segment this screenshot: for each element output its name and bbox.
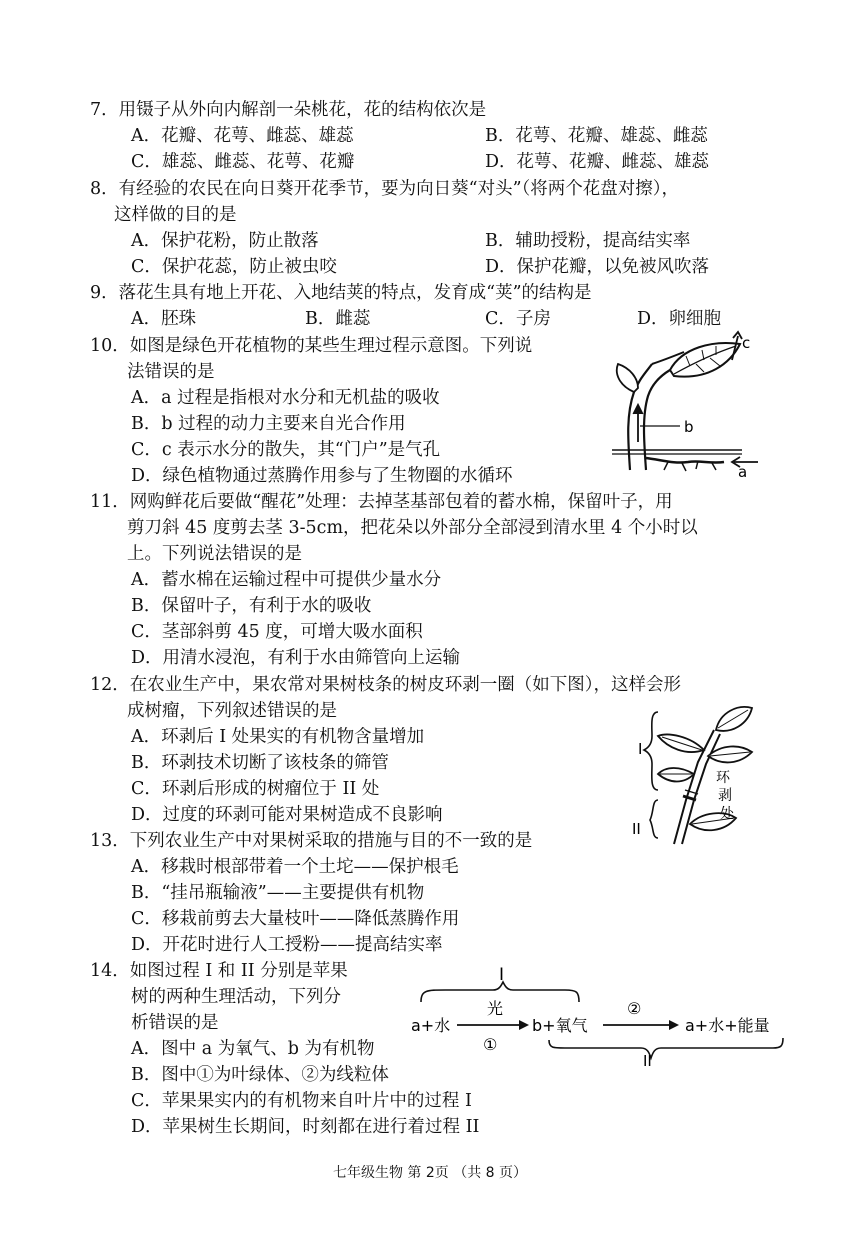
q7-option-a: A．花瓣、花萼、雌蕊、雄蕊 <box>131 126 354 146</box>
q10-option-c: C．c 表示水分的散失，其“门户”是气孔 <box>131 440 441 460</box>
q9-option-b: B．雌蕊 <box>305 309 371 329</box>
q7-option-b: B．花萼、花瓣、雄蕊、雌蕊 <box>485 126 708 146</box>
fig14-light: 光 <box>487 999 504 1018</box>
fig14-right: a+水+能量 <box>685 1016 770 1035</box>
q14-option-c: C．苹果果实内的有机物来自叶片中的过程 I <box>131 1091 472 1111</box>
q13-option-b: B．“挂吊瓶输液”——主要提供有机物 <box>131 883 425 903</box>
q12-option-d: D．过度的环剥可能对果树造成不良影响 <box>131 805 443 825</box>
q9-option-d: D．卵细胞 <box>637 309 722 329</box>
q9-option-a: A．胚珠 <box>131 309 197 329</box>
q12-option-a: A．环剥后 I 处果实的有机物含量增加 <box>131 727 425 747</box>
q11-option-d: D．用清水浸泡，有利于水由筛管向上运输 <box>131 648 461 668</box>
fig14-middle: b+氧气 <box>532 1016 588 1035</box>
q10-option-d: D．绿色植物通过蒸腾作用参与了生物圈的水循环 <box>131 466 513 486</box>
q11-stem-line2: 剪刀斜 45 度剪去茎 3-5cm，把花朵以外部分全部浸到清水里 4 个小时以 <box>127 518 698 538</box>
photosynthesis-respiration-figure <box>405 960 790 1066</box>
q8-option-d: D．保护花瓣，以免被风吹落 <box>485 257 710 277</box>
q8-stem-line2: 这样做的目的是 <box>114 205 237 225</box>
fig12-ring-label-3: 处 <box>720 806 734 822</box>
q10-option-b: B．b 过程的动力主要来自光合作用 <box>131 414 406 434</box>
girdling-branch-figure <box>628 704 760 846</box>
q14-stem-line3: 析错误的是 <box>131 1013 219 1033</box>
fig10-label-b: b <box>684 418 694 436</box>
q13-option-c: C．移栽前剪去大量枝叶——降低蒸腾作用 <box>131 909 460 929</box>
q7-option-c: C．雄蕊、雌蕊、花萼、花瓣 <box>131 152 355 172</box>
plant-transpiration-figure <box>612 330 760 478</box>
q9-option-c: C．子房 <box>485 309 551 329</box>
q8-option-c: C．保护花蕊，防止被虫咬 <box>131 257 337 277</box>
q12-stem-line1: 12．在农业生产中，果农常对果树枝条的树皮环剥一圈（如下图），这样会形 <box>90 675 682 695</box>
q12-option-b: B．环剥技术切断了该枝条的筛管 <box>131 753 389 773</box>
fig14-bottom-label: II <box>643 1052 652 1066</box>
q13-option-d: D．开花时进行人工授粉——提高结实率 <box>131 935 443 955</box>
q10-stem-line2: 法错误的是 <box>127 362 215 382</box>
fig14-top-label: I <box>499 965 505 985</box>
q11-option-a: A．蓄水棉在运输过程中可提供少量水分 <box>131 570 442 590</box>
page-footer: 七年级生物 第 2页 （共 8 页） <box>332 1165 528 1181</box>
fig14-left: a+水 <box>411 1016 451 1035</box>
fig12-ring-label-1: 环 <box>716 770 730 786</box>
q14-stem-line1: 14．如图过程 I 和 II 分别是苹果 <box>90 961 348 981</box>
q11-stem-line1: 11．网购鲜花后要做“醒花”处理：去掉茎基部包着的蓄水棉，保留叶子，用 <box>90 492 673 512</box>
q11-option-b: B．保留叶子，有利于水的吸收 <box>131 596 372 616</box>
fig12-label-2: II <box>632 820 641 838</box>
q11-stem-line3: 上。下列说法错误的是 <box>127 544 302 564</box>
fig12-label-1: I <box>638 740 643 758</box>
q9-stem: 9．落花生具有地上开花、入地结荚的特点，发育成“荚”的结构是 <box>90 283 592 303</box>
fig14-step1: ① <box>483 1035 498 1054</box>
q7-stem: 7．用镊子从外向内解剖一朵桃花，花的结构依次是 <box>90 100 487 120</box>
fig10-label-c: c <box>742 334 751 352</box>
q8-stem-line1: 8．有经验的农民在向日葵开花季节，要为向日葵“对头”（将两个花盘对擦）， <box>90 179 680 199</box>
fig12-ring-label-2: 剥 <box>718 788 732 804</box>
fig14-step2: ② <box>627 999 642 1018</box>
q14-option-b: B．图中①为叶绿体、②为线粒体 <box>131 1065 389 1085</box>
q13-option-a: A．移栽时根部带着一个土坨——保护根毛 <box>131 857 459 877</box>
q8-option-b: B．辅助授粉，提高结实率 <box>485 231 691 251</box>
q14-option-a: A．图中 a 为氧气、b 为有机物 <box>131 1039 375 1059</box>
q14-stem-line2: 树的两种生理活动，下列分 <box>131 987 341 1007</box>
q10-option-a: A．a 过程是指根对水分和无机盐的吸收 <box>131 388 440 408</box>
q7-option-d: D．花萼、花瓣、雌蕊、雄蕊 <box>485 152 710 172</box>
q10-stem-line1: 10．如图是绿色开花植物的某些生理过程示意图。下列说 <box>90 336 533 356</box>
q14-option-d: D．苹果树生长期间，时刻都在进行着过程 II <box>131 1117 480 1137</box>
q11-option-c: C．茎部斜剪 45 度，可增大吸水面积 <box>131 622 423 642</box>
q12-option-c: C．环剥后形成的树瘤位于 II 处 <box>131 779 380 799</box>
q13-stem: 13．下列农业生产中对果树采取的措施与目的不一致的是 <box>90 831 533 851</box>
q8-option-a: A．保护花粉，防止散落 <box>131 231 319 251</box>
q12-stem-line2: 成树瘤，下列叙述错误的是 <box>127 701 337 721</box>
fig10-label-a: a <box>738 463 748 478</box>
